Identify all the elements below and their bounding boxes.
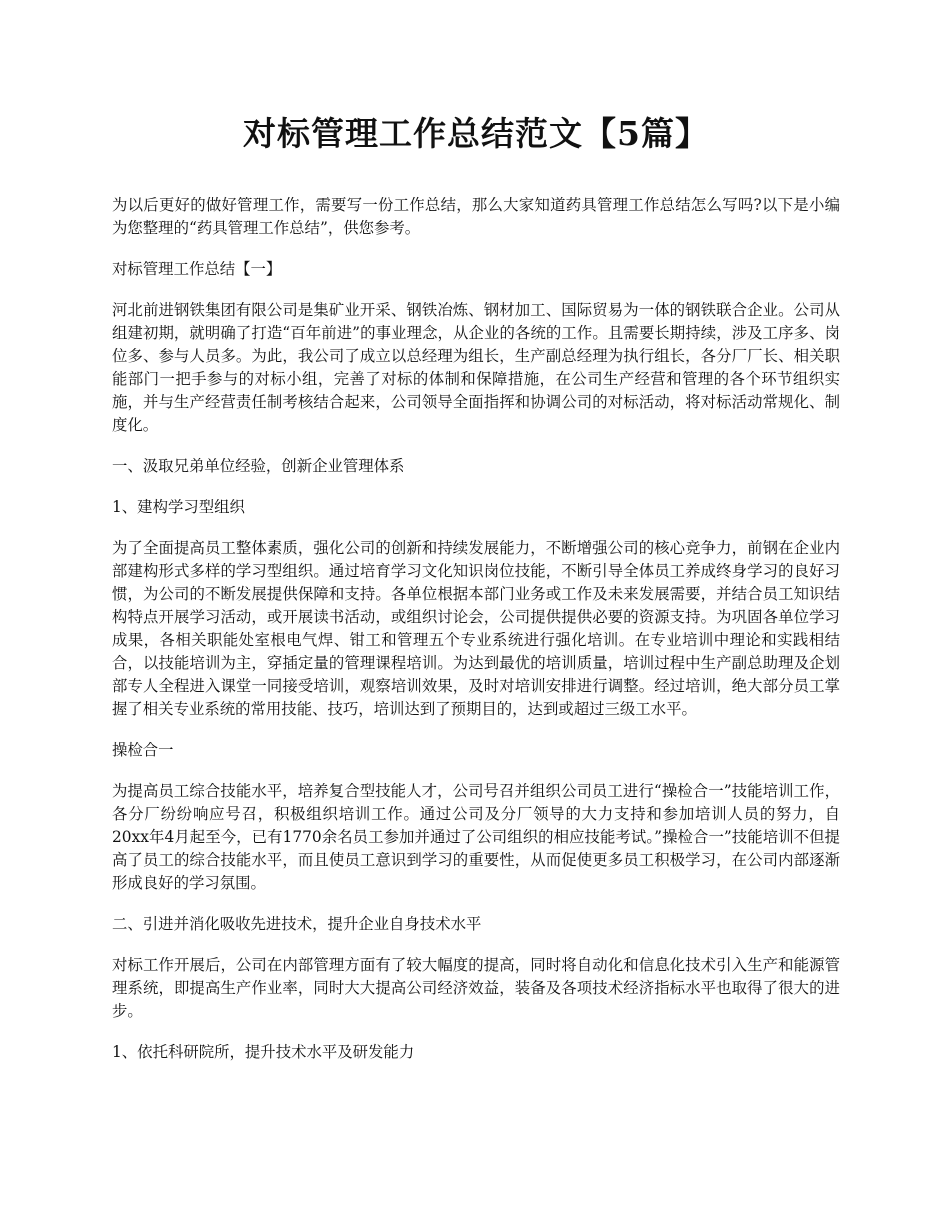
operation-inspection-paragraph: 为提高员工综合技能水平，培养复合型技能人才，公司号召并组织公司员工进行“操检合一”技能培训工作，各分厂纷纷响应号召，积极组织培训工作。通过公司及分厂领导的大力支持和参加培训人员的努力，自20xx年4月起至今，已有1770余名员工参加并通过了公司组织的相应技能考试。”操检合一”技能培训不但提高了员工的综合技能水平，而且使员工意识到学习的重要性，从而促使更多员工积极学习，在公司内部逐渐形成良好的学习氛围。	[112, 782, 840, 892]
learning-organization-paragraph: 为了全面提高员工整体素质，强化公司的创新和持续发展能力，不断增强公司的核心竞争力，前钢在企业内部建构形式多样的学习型组织。通过培育学习文化知识岗位技能，不断引导全体员工养成终身学习的良好习惯，为公司的不断发展提供保障和支持。各单位根据本部门业务或工作及未来发展需要，并结合员工知识结构特点开展学习活动，或开展读书活动，或组织讨论会，公司提供提供必要的资源支持。为巩固各单位学习成果，各相关职能处室根电气焊、钳工和管理五个专业系统进行强化培训。在专业培训中理论和实践相结合，以技能培训为主，穿插定量的管理课程培训。为达到最优的培训质量，培训过程中生产副总助理及企划部专人全程进入课堂一同接受培训，观察培训效果，及时对培训安排进行调整。经过培训，绝大部分员工掌握了相关专业系统的常用技能、技巧，培训达到了预期目的，达到或超过三级工水平。	[112, 539, 840, 718]
company-overview-paragraph: 河北前进钢铁集团有限公司是集矿业开采、钢铁冶炼、钢材加工、国际贸易为一体的钢铁联合企业。公司从组建初期，就明确了打造“百年前进”的事业理念，从企业的各统的工作。且需要长期持续，涉及工序多、岗位多、参与人员多。为此，我公司了成立以总经理为组长，生产副总经理为执行组长，各分厂厂长、相关职能部门一把手参与的对标小组，完善了对标的体制和保障措施，在公司生产经营和管理的各个环节组织实施，并与生产经营责任制考核结合起来，公司领导全面指挥和协调公司的对标活动，将对标活动常规化、制度化。	[112, 301, 840, 434]
document-page	[112, 108, 840, 1082]
subheading-research-institute: 1、依托科研院所，提升技术水平及研发能力	[112, 1043, 415, 1061]
subheading-learning-organization: 1、建构学习型组织	[112, 498, 245, 516]
technology-paragraph: 对标工作开展后，公司在内部管理方面有了较大幅度的提高，同时将自动化和信息化技术引入生产和能源管理系统，即提高生产作业率，同时大大提高公司经济效益，装备及各项技术经济指标水平也取得了很大的进步。	[112, 956, 840, 1020]
document-title: 对标管理工作总结范文【5篇】	[243, 114, 709, 153]
section-heading-part-one: 对标管理工作总结【一】	[112, 260, 282, 278]
section-heading-management-system: 一、汲取兄弟单位经验，创新企业管理体系	[112, 457, 405, 475]
section-heading-technology: 二、引进并消化吸收先进技术，提升企业自身技术水平	[112, 915, 482, 933]
subheading-operation-inspection: 操检合一	[112, 741, 174, 759]
intro-paragraph: 为以后更好的做好管理工作，需要写一份工作总结，那么大家知道药具管理工作总结怎么写吗?以下是小编为您整理的“药具管理工作总结”，供您参考。	[112, 196, 840, 237]
